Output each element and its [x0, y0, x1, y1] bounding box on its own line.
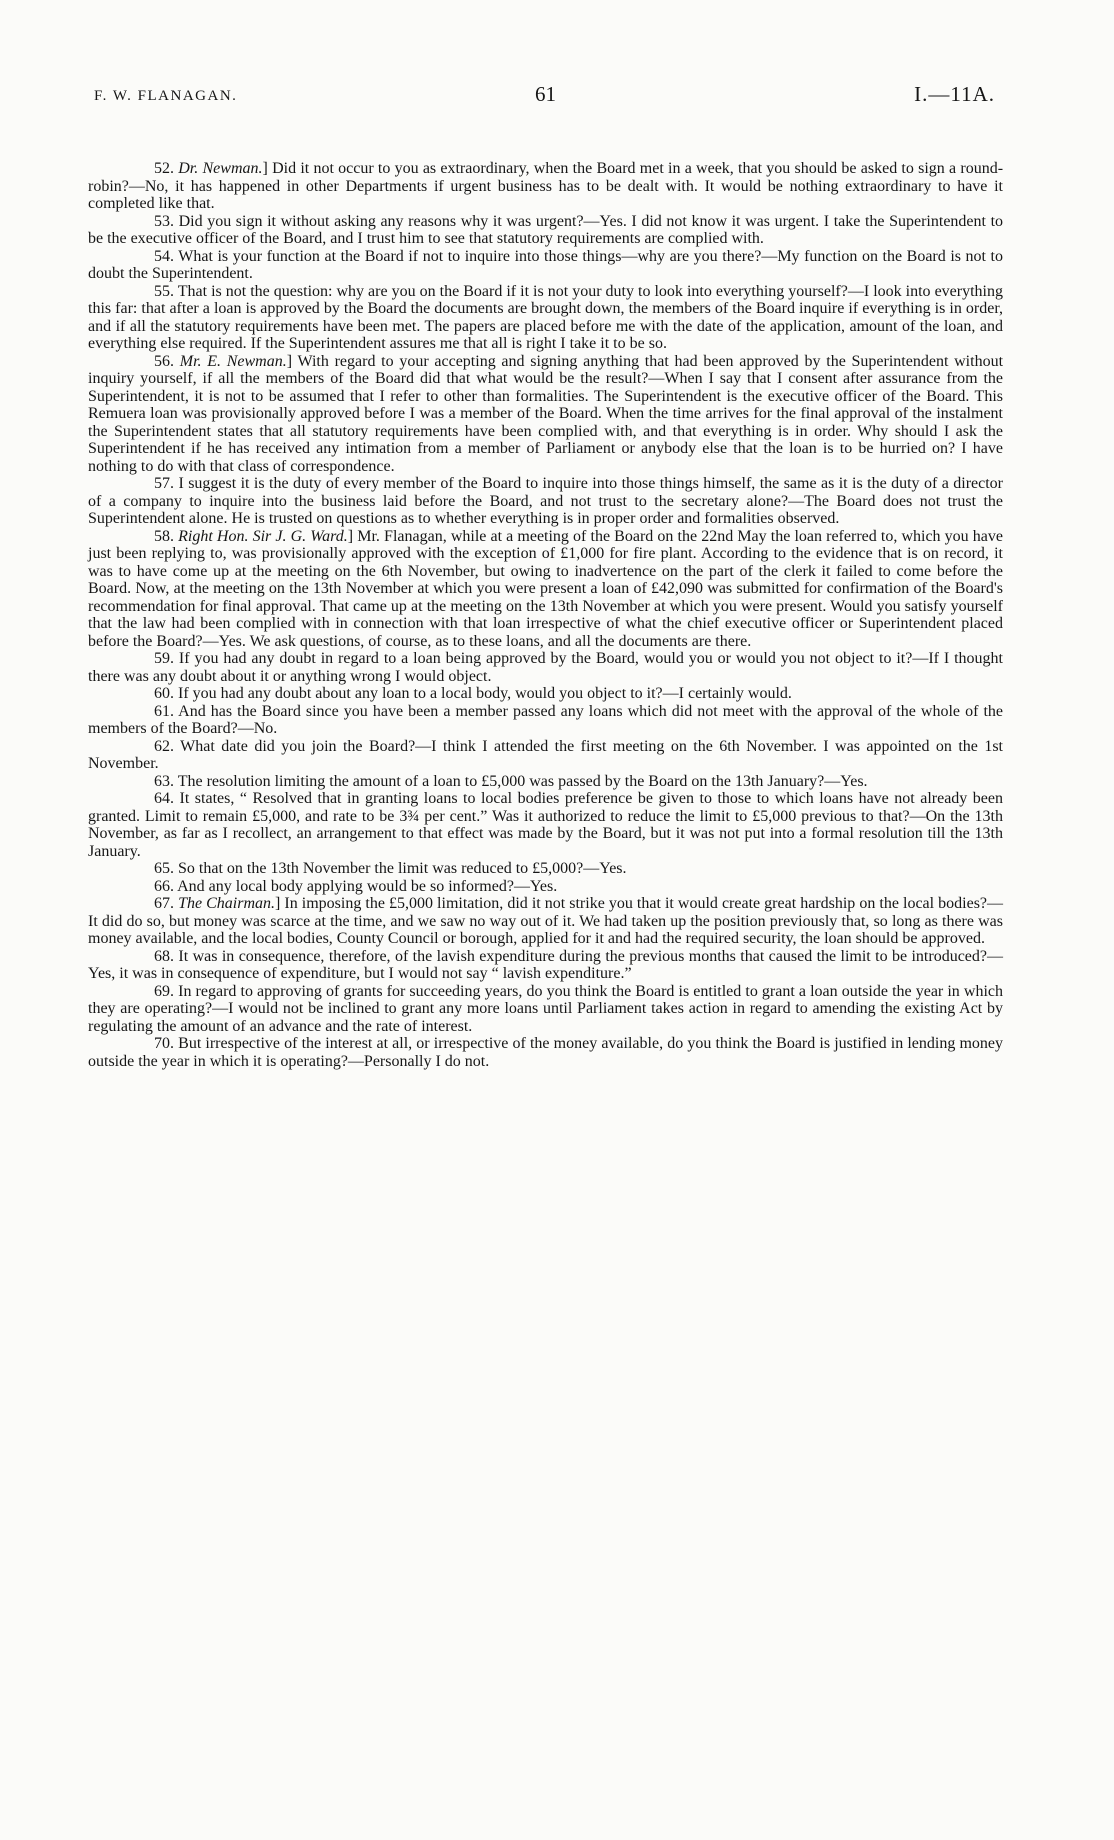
page-number: 61 [535, 82, 556, 106]
question-number: 53. [154, 212, 174, 230]
page-header [88, 72, 1003, 118]
question-number: 66. [154, 877, 174, 895]
question-answer-text: If you had any doubt about any loan to a local body, would you object to it?—I certainly would. [178, 685, 792, 702]
question-answer-text: What is your function at the Board if not to inquire into those things—why are you there?—My function on the Board is not to doubt the Superintendent. [88, 247, 1003, 282]
question-number: 54. [154, 247, 174, 265]
evidence-paragraph: 67. The Chairman.] In imposing the £5,000 limitation, did it not strike you that it would create great hardship on the local bodies?—It did do so, but money was scarce at the time, and we saw no way out of it. We had taken up the position previously that, so long as there was money available, and the local bodies, County Council or borough, applied for it and had the required security, the loan should be approved. [88, 895, 1004, 947]
question-number: 60. [154, 685, 174, 702]
question-number: 61. [154, 702, 174, 720]
question-answer-text: The resolution limiting the amount of a loan to £5,000 was passed by the Board on the 13th January?—Yes. [177, 772, 868, 790]
evidence-paragraph [88, 650, 1003, 685]
speaker-name: Dr. Newman. [178, 160, 263, 177]
question-number: 52. [154, 160, 174, 177]
question-answer-text: And any local body applying would be so informed?—Yes. [177, 877, 558, 895]
question-number: 55. [154, 282, 174, 300]
evidence-paragraph [88, 703, 1003, 738]
question-number: 70. [154, 1035, 174, 1052]
witness-name-heading: F. W. FLANAGAN. [94, 88, 238, 104]
evidence-paragraph: 56. Mr. E. Newman.] With regard to your accepting and signing anything that had been approved by the Superintendent without inquiry yourself, if all the members of the Board did that what would be the result?—When I say that I consent after assurance from the Superintendent, it is not to be assumed that I refer to other than formalities. The Superintendent is the executive officer of the Board. This Remuera loan was provisionally approved before I was a member of the Board. When the time arrives for the final approval of the instalment the Superintendent states that all statutory requirements have been complied with, and that everything is in order. Why should I ask the Superintendent if he has received any intimation from a member of Parliament or anybody else that the loan is to be hurried on? I have nothing to do with that class of correspondence. [88, 352, 1004, 475]
question-answer-text: In regard to approving of grants for succeeding years, do you think the Board is entitled to grant a loan outside the year in which they are operating?—I would not be inclined to grant any more loans until Parliament takes action in regard to amending the existing Act by regulating the amount of an advance and the rate of interest. [88, 982, 1004, 1035]
speaker-name: Mr. E. Newman. [179, 352, 287, 370]
document-reference: I.—11A. [914, 82, 995, 106]
evidence-paragraph [88, 983, 1003, 1036]
evidence-body [88, 160, 1003, 1070]
evidence-paragraph [88, 948, 1003, 983]
question-answer-text: Did you sign it without asking any reasons why it was urgent?—Yes. I did not know it was urgent. I take the Superintendent to be the executive officer of the Board, and I trust him to see that statutory requirements are complied with. [88, 212, 1004, 247]
question-number: 68. [154, 947, 174, 965]
question-answer-text: So that on the 13th November the limit was reduced to £5,000?—Yes. [178, 860, 627, 877]
evidence-paragraph [88, 283, 1003, 353]
question-answer-text: With regard to your accepting and signing anything that had been approved by the Superintendent without inquiry yourself, if all the members of the Board did that what would be the result?—When I say that I consent after assurance from the Superintendent, it is not to be assumed that I refer to other than formalities. The Superintendent is the executive officer of the Board. This Remuera loan was provisionally approved before I was a member of the Board. When the time arrives for the final approval of the instalment the Superintendent states that all statutory requirements have been complied with, and that everything is in order. Why should I ask the Superintendent if he has received any intimation from a member of Parliament or anybody else that the loan is to be hurried on? I have nothing to do with that class of correspondence. [88, 352, 1004, 475]
question-answer-text: It was in consequence, therefore, of the lavish expenditure during the previous months that caused the limit to be introduced?—Yes, it was in consequence of expenditure, but I would not say “ lavish expenditure.” [88, 947, 1004, 982]
evidence-paragraph [88, 790, 1003, 860]
evidence-paragraph [88, 213, 1003, 248]
evidence-paragraph [88, 860, 1003, 878]
question-number: 59. [154, 650, 174, 667]
evidence-paragraph: 52. Dr. Newman.] Did it not occur to you as extraordinary, when the Board met in a week, that you should be asked to sign a round-robin?—No, it has happened in other Departments if urgent business has to be dealt with. It would be nothing extraordinary to have it completed like that. [88, 160, 1004, 212]
speaker-name: The Chairman. [178, 895, 276, 912]
evidence-paragraph: 58. Right Hon. Sir J. G. Ward.] Mr. Flanagan, while at a meeting of the Board on the 22nd May the loan referred to, which you have just been replying to, was provisionally approved with the exception of £1,000 for fire plant. According to the evidence that is on record, it was to have come up at the meeting on the 6th November, but owing to inadvertence on the part of the clerk it failed to come before the Board. Now, at the meeting on the 13th November at which you were present a loan of £42,090 was submitted for confirmation of the Board's recommendation for final approval. That came up at the meeting on the 13th November at which you were present. Would you satisfy yourself that the law had been complied with in connection with that loan irrespective of what the chief executive officer or Superintendent placed before the Board?—Yes. We ask questions, of course, as to these loans, and all the documents are there. [88, 527, 1003, 650]
question-number: 65. [154, 860, 174, 877]
evidence-paragraph [88, 685, 1003, 703]
question-number: 64. [154, 790, 174, 807]
evidence-paragraph [88, 248, 1003, 283]
question-answer-text: What date did you join the Board?—I think I attended the first meeting on the 6th November. I was appointed on the 1st November. [88, 737, 1003, 772]
evidence-paragraph [88, 878, 1003, 896]
question-answer-text: That is not the question: why are you on the Board if it is not your duty to look into everything yourself?—I look into everything this far: that after a loan is approved by the Board the documents are brought down, the members of the Board inquire if everything is in order, and if all the statutory requirements have been met. The papers are placed before me with the date of the application, amount of the loan, and everything else required. If the Superintendent assures me that all is right I take it to be so. [88, 282, 1003, 352]
speaker-name: Right Hon. Sir J. G. Ward. [178, 527, 348, 545]
question-answer-text: Did it not occur to you as extraordinary, when the Board met in a week, that you should be asked to sign a round-robin?—No, it has happened in other Departments if urgent business has to be dealt with. It would be nothing extraordinary to have it completed like that. [88, 160, 1004, 212]
question-answer-text: If you had any doubt in regard to a loan being approved by the Board, would you or would you not object to it?—If I thought there was any doubt about it or anything wrong I would object. [88, 650, 1004, 685]
question-answer-text: It states, “ Resolved that in granting loans to local bodies preference be given to those to which loans have not already been granted. Limit to remain £5,000, and rate to be 3¾ per cent.” Was it authorized to reduce the limit to £5,000 previous to that?—On the 13th November, as far as I recollect, an arrangement to that effect was made by the Board, but it was not put into a formal resolution till the 13th January. [88, 790, 1004, 860]
evidence-paragraph [88, 738, 1003, 773]
question-number: 57. [154, 475, 174, 492]
question-answer-text: But irrespective of the interest at all, or irrespective of the money available, do you think the Board is justified in lending money outside the year in which it is operating?—Personally I do not. [88, 1035, 1004, 1070]
question-number: 67. [154, 895, 174, 912]
question-answer-text: Mr. Flanagan, while at a meeting of the Board on the 22nd May the loan referred to, which you have just been replying to, was provisionally approved with the exception of £1,000 for fire plant. According to the evidence that is on record, it was to have come up at the meeting on the 6th November, but owing to inadvertence on the part of the clerk it failed to come before the Board. Now, at the meeting on the 13th November at which you were present a loan of £42,090 was submitted for confirmation of the Board's recommendation for final approval. That came up at the meeting on the 13th November at which you were present. Would you satisfy yourself that the law had been complied with in connection with that loan irrespective of what the chief executive officer or Superintendent placed before the Board?—Yes. We ask questions, of course, as to these loans, and all the documents are there. [88, 527, 1003, 650]
document-page [88, 72, 1003, 1070]
question-number: 58. [154, 527, 174, 545]
question-number: 63. [154, 772, 174, 790]
question-number: 56. [154, 352, 174, 370]
question-answer-text: And has the Board since you have been a member passed any loans which did not meet with the approval of the whole of the members of the Board?—No. [88, 702, 1003, 737]
evidence-paragraph [88, 1035, 1003, 1070]
question-answer-text: I suggest it is the duty of every member of the Board to inquire into those things himself, the same as it is the duty of a director of a company to inquire into the business laid before the Board, and not trust to the secretary alone?—The Board does not trust the Superintendent alone. He is trusted on questions as to whether everything is in proper order and formalities observed. [88, 475, 1004, 527]
question-number: 62. [154, 737, 174, 755]
question-answer-text: In imposing the £5,000 limitation, did it not strike you that it would create great hardship on the local bodies?—It did do so, but money was scarce at the time, and we saw no way out of it. We had taken up the position previously that, so long as there was money available, and the local bodies, County Council or borough, applied for it and had the required security, the loan should be approved. [88, 895, 1004, 947]
evidence-paragraph [88, 773, 1003, 791]
question-number: 69. [154, 982, 174, 1000]
evidence-paragraph [88, 475, 1003, 528]
